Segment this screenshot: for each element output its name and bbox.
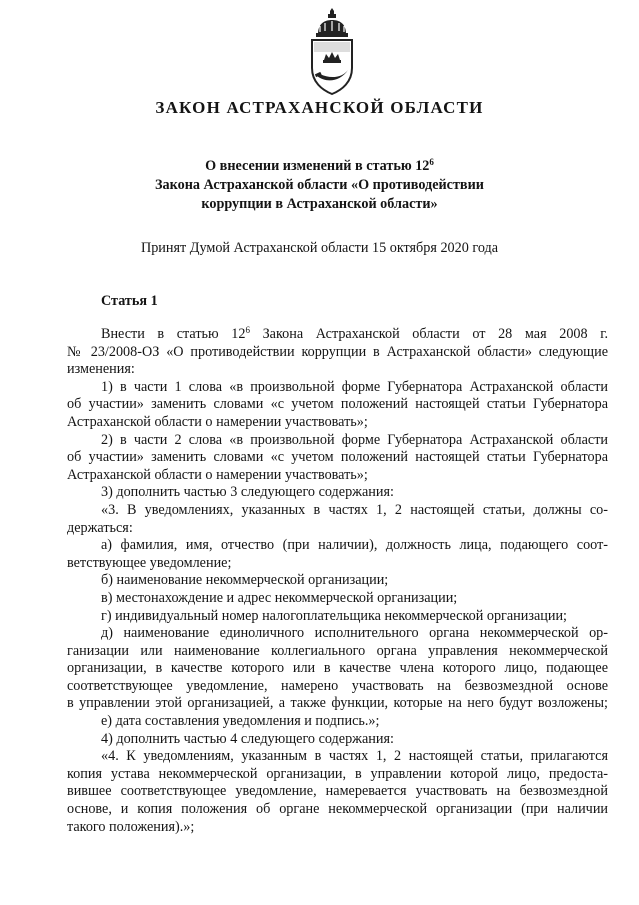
subtitle-line-2: Закона Астраханской области «О противодействии (155, 177, 484, 193)
paragraph-line: держаться: (67, 519, 133, 536)
article-heading: Статья 1 (101, 293, 158, 309)
paragraph-line: 3) дополнить частью 3 следующего содержания: (101, 484, 394, 501)
superscript-index: 6 (429, 157, 434, 167)
paragraph-line: в) местонахождение и адрес некоммерческой организации; (101, 589, 458, 606)
paragraph-line: д) наименование единоличного исполнительного органа некоммерческой ор- (101, 625, 608, 642)
paragraph-line: Внести в статью $12^6$ Закона Астраханской области от 28 мая 2008 г. (101, 326, 608, 342)
paragraph-line: изменения: (67, 361, 135, 378)
paragraph-line: такого положения).»; (67, 818, 195, 835)
article-body (67, 326, 608, 836)
paragraph-line: «3. В уведомлениях, указанных в частях 1, 2 настоящей статьи, должны со- (101, 501, 608, 518)
adoption-statement: Принят Думой Астраханской области 15 октября 2020 года (140, 240, 499, 256)
superscript-index: 6 (245, 326, 250, 335)
paragraph-line: ганизации или наименование коллегиального органа управления некоммерческой (67, 642, 608, 659)
paragraph-line: 2) в части 2 слова «в произвольной форме Губернатора Астраханской области (101, 431, 608, 448)
paragraph-line: соответствующее уведомление, намерено участвовать на безвозмездной основе (67, 677, 608, 694)
paragraph-line: Астраханской области о намерении участвовать»; (67, 466, 368, 483)
law-title: ЗАКОН АСТРАХАНСКОЙ ОБЛАСТИ (155, 98, 484, 117)
paragraph-line: ветствующее уведомление; (67, 554, 232, 571)
paragraph-line: 4) дополнить частью 4 следующего содержания: (101, 730, 394, 747)
paragraph-line: № 23/2008-ОЗ «О противодействии коррупции в Астраханской области» следующие (67, 343, 608, 360)
paragraph-line: б) наименование некоммерческой организации; (101, 572, 389, 589)
paragraph-line: копия устава некоммерческой организации, в управлении которой лицо, предоста- (67, 765, 608, 782)
law-subtitle (0, 157, 639, 214)
paragraph-line: организации, в качестве которого или в качестве члена которого лицо, подающее (67, 660, 608, 677)
subtitle-line-1: О внесении изменений в статью $12^6$ (205, 157, 434, 174)
paragraph-line: об участии» заменить словами «с учетом положений настоящей статьи Губернатора (67, 449, 608, 466)
paragraph-line: основе, и копия положения об органе некоммерческой организации (при наличии (67, 801, 608, 818)
paragraph-line: е) дата составления уведомления и подпись.»; (101, 713, 380, 730)
paragraph-line: вившее соответствующее уведомление, намеревается участвовать на безвозмездной (67, 783, 608, 800)
paragraph-line: 1) в части 1 слова «в произвольной форме Губернатора Астраханской области (101, 378, 608, 395)
coat-of-arms-emblem (304, 6, 360, 98)
paragraph-line: Астраханской области о намерении участвовать»; (67, 413, 368, 430)
paragraph-line: «4. К уведомлениям, указанным в частях 1, 2 настоящей статьи, прилагаются (101, 748, 608, 765)
paragraph-line: в управлении этой организацией, а также функции, которые на него будут возложены; (67, 695, 608, 712)
subtitle-line-3: коррупции в Астраханской области» (201, 196, 438, 212)
paragraph-line: г) индивидуальный номер налогоплательщика некоммерческой организации; (101, 607, 567, 624)
paragraph-line: а) фамилия, имя, отчество (при наличии), должность лица, подающего соот- (101, 537, 608, 554)
paragraph-line: об участии» заменить словами «с учетом положений настоящей статьи Губернатора (67, 396, 608, 413)
